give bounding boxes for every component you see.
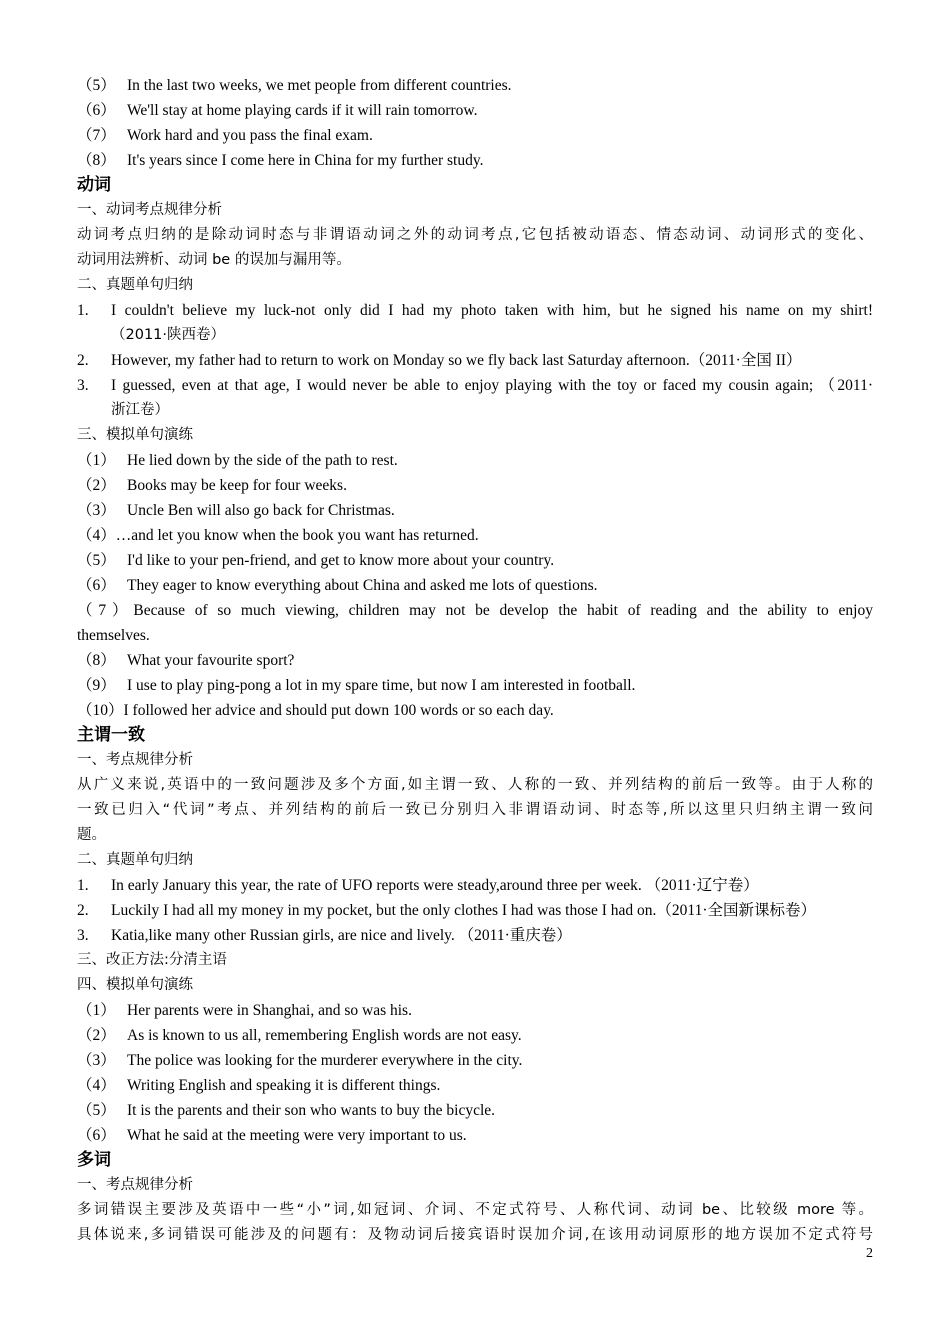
section-heading-agreement: 主谓一致: [77, 725, 145, 745]
paragraph-line: 多词错误主要涉及英语中一些“小”词,如冠词、介词、不定式符号、人称代词、动词 be、比较级 more 等。: [77, 1202, 873, 1218]
list-item: （6） We'll stay at home playing cards if it will rain tomorrow.: [77, 102, 478, 119]
subsection-title: 四、模拟单句演练: [77, 977, 193, 993]
list-item: （10）I followed her advice and should put down 100 words or so each day.: [77, 702, 554, 719]
subsection-title: 三、改正方法:分清主语: [77, 952, 227, 968]
section-heading-extra-word: 多词: [77, 1150, 111, 1170]
list-item: （9） I use to play ping-pong a lot in my spare time, but now I am interested in football.: [77, 677, 636, 694]
subsection-title: 一、动词考点规律分析: [77, 202, 222, 218]
paragraph-line: 一致已归入“代词”考点、并列结构的前后一致已分别归入非谓语动词、时态等,所以这里只归纳主谓一致问: [77, 802, 873, 818]
list-item: （5） I'd like to your pen-friend, and get to know more about your country.: [77, 552, 555, 569]
section-heading-verb: 动词: [77, 175, 111, 195]
paragraph-line: 具体说来,多词错误可能涉及的问题有：及物动词后接宾语时误加介词,在该用动词原形的地方误加不定式符号: [77, 1227, 873, 1243]
list-item: 1. I couldn't believe my luck-not only did I had my photo taken with him, but he signed his name on my shirt!: [77, 302, 873, 319]
list-item-continuation: （2011·陕西卷）: [111, 327, 226, 343]
list-item: （2） Books may be keep for four weeks.: [77, 477, 347, 494]
subsection-title: 三、模拟单句演练: [77, 427, 193, 443]
list-item: （4）…and let you know when the book you want has returned.: [77, 527, 479, 544]
list-item: （6） They eager to know everything about China and asked me lots of questions.: [77, 577, 598, 594]
list-item: （8） It's years since I come here in China for my further study.: [77, 152, 484, 169]
list-item: （4） Writing English and speaking it is different things.: [77, 1077, 441, 1094]
subsection-title: 一、考点规律分析: [77, 1177, 193, 1193]
list-item-continuation: 浙江卷）: [111, 402, 169, 418]
subsection-title: 二、真题单句归纳: [77, 277, 193, 293]
list-item: （2） As is known to us all, remembering English words are not easy.: [77, 1027, 522, 1044]
list-item: 2. However, my father had to return to work on Monday so we fly back last Saturday afternoon.（2011·全国 II）: [77, 352, 802, 369]
list-item: （3） The police was looking for the murderer everywhere in the city.: [77, 1052, 523, 1069]
paragraph-line: 动词考点归纳的是除动词时态与非谓语动词之外的动词考点,它包括被动语态、情态动词、动词形式的变化、: [77, 227, 873, 243]
subsection-title: 一、考点规律分析: [77, 752, 193, 768]
list-item: （8） What your favourite sport?: [77, 652, 295, 669]
list-item: （1） Her parents were in Shanghai, and so was his.: [77, 1002, 412, 1019]
list-item: （5） In the last two weeks, we met people from different countries.: [77, 77, 512, 94]
list-item: （7）Because of so much viewing, children may not be develop the habit of reading and the ability to enjoy: [77, 602, 873, 619]
list-item: （5） It is the parents and their son who wants to buy the bicycle.: [77, 1102, 496, 1119]
page-content: [77, 73, 873, 1248]
list-item-continuation: themselves.: [77, 627, 150, 644]
subsection-title: 二、真题单句归纳: [77, 852, 193, 868]
paragraph-line: 动词用法辨析、动词 be 的误加与漏用等。: [77, 252, 351, 268]
list-item: 3. I guessed, even at that age, I would never be able to enjoy playing with the toy or faced my cousin again; （2011·: [77, 377, 873, 394]
page-number: 2: [866, 1246, 873, 1261]
list-item: （7） Work hard and you pass the final exam.: [77, 127, 373, 144]
paragraph-line: 从广义来说,英语中的一致问题涉及多个方面,如主谓一致、人称的一致、并列结构的前后一致等。由于人称的: [77, 777, 873, 793]
list-item: 2. Luckily I had all my money in my pocket, but the only clothes I had was those I had on.（2011·全国新课标卷）: [77, 902, 816, 919]
list-item: （6） What he said at the meeting were very important to us.: [77, 1127, 467, 1144]
list-item: （3） Uncle Ben will also go back for Christmas.: [77, 502, 395, 519]
list-item: 3. Katia,like many other Russian girls, are nice and lively. （2011·重庆卷）: [77, 927, 572, 944]
list-item: 1. In early January this year, the rate of UFO reports were steady,around three per week. （2011·辽宁卷）: [77, 877, 759, 894]
paragraph-line: 题。: [77, 827, 106, 843]
list-item: （1） He lied down by the side of the path to rest.: [77, 452, 398, 469]
